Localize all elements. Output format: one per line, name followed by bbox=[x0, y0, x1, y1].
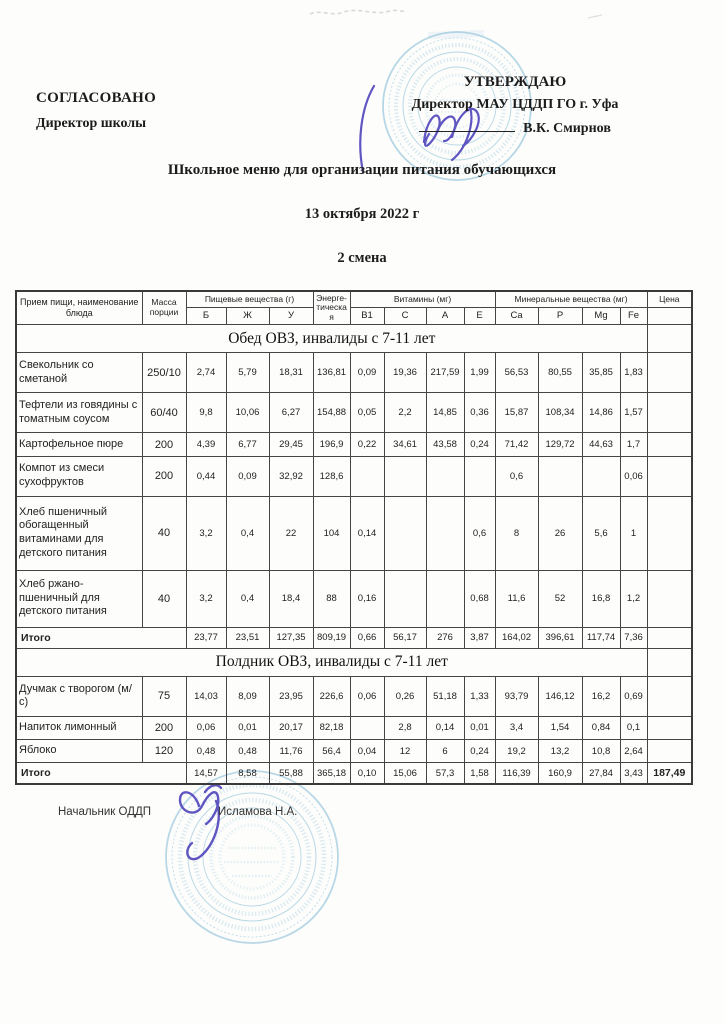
value-cell bbox=[464, 456, 495, 496]
col-header-energy: Энерге-тическая bbox=[313, 291, 350, 325]
header-row-groups bbox=[16, 291, 692, 307]
price-cell bbox=[647, 496, 692, 570]
price-cell bbox=[647, 353, 692, 393]
value-cell: 0,24 bbox=[464, 740, 495, 763]
value-cell: 2,74 bbox=[186, 353, 226, 393]
value-cell: 20,17 bbox=[269, 716, 313, 739]
col-header-mass: Масса порции bbox=[142, 291, 186, 325]
document-title: Школьное меню для организации питания обучающихся bbox=[167, 162, 557, 178]
section-header-row bbox=[16, 325, 692, 353]
value-cell: 0,01 bbox=[226, 716, 269, 739]
value-cell bbox=[538, 456, 582, 496]
total-row bbox=[16, 627, 692, 648]
total-value-cell: 55,88 bbox=[269, 763, 313, 785]
value-cell: 104 bbox=[313, 496, 350, 570]
value-cell: 129,72 bbox=[538, 433, 582, 456]
total-value-cell: 117,74 bbox=[582, 627, 620, 648]
value-cell: 1,83 bbox=[620, 353, 647, 393]
dish-name-cell: Свекольник со сметаной bbox=[16, 353, 142, 393]
total-value-cell: 0,66 bbox=[350, 627, 384, 648]
value-cell: 0,69 bbox=[620, 676, 647, 716]
value-cell bbox=[350, 716, 384, 739]
total-value-cell: 276 bbox=[426, 627, 464, 648]
value-cell: 0,06 bbox=[350, 676, 384, 716]
value-cell: 217,59 bbox=[426, 353, 464, 393]
value-cell: 0,4 bbox=[226, 570, 269, 627]
value-cell: 6 bbox=[426, 740, 464, 763]
scan-artifacts bbox=[0, 0, 724, 60]
value-cell: 10,8 bbox=[582, 740, 620, 763]
mass-cell: 200 bbox=[142, 433, 186, 456]
value-cell: 14,86 bbox=[582, 393, 620, 433]
approved-name-line bbox=[360, 118, 670, 140]
value-cell bbox=[350, 456, 384, 496]
value-cell: 0,6 bbox=[464, 496, 495, 570]
value-cell: 35,85 bbox=[582, 353, 620, 393]
col-header-price: Цена bbox=[647, 291, 692, 307]
value-cell: 0,24 bbox=[464, 433, 495, 456]
col-header-a: А bbox=[426, 307, 464, 324]
approved-block bbox=[360, 70, 670, 141]
section-title: Обед ОВЗ, инвалиды с 7-11 лет bbox=[16, 325, 647, 353]
value-cell: 4,39 bbox=[186, 433, 226, 456]
agreed-title: СОГЛАСОВАНО bbox=[36, 90, 157, 106]
value-cell: 34,61 bbox=[384, 433, 426, 456]
total-value-cell: 116,39 bbox=[495, 763, 538, 785]
value-cell: 3,2 bbox=[186, 496, 226, 570]
value-cell: 1,57 bbox=[620, 393, 647, 433]
menu-table bbox=[15, 290, 693, 785]
value-cell: 196,9 bbox=[313, 433, 350, 456]
value-cell: 0,68 bbox=[464, 570, 495, 627]
value-cell: 128,6 bbox=[313, 456, 350, 496]
value-cell: 3,4 bbox=[495, 716, 538, 739]
value-cell: 0,09 bbox=[226, 456, 269, 496]
value-cell: 51,18 bbox=[426, 676, 464, 716]
col-header-protein: Б bbox=[186, 307, 226, 324]
total-value-cell: 3,87 bbox=[464, 627, 495, 648]
value-cell: 71,42 bbox=[495, 433, 538, 456]
value-cell: 108,34 bbox=[538, 393, 582, 433]
total-value-cell: 23,51 bbox=[226, 627, 269, 648]
value-cell: 0,1 bbox=[620, 716, 647, 739]
value-cell: 6,77 bbox=[226, 433, 269, 456]
value-cell: 0,26 bbox=[384, 676, 426, 716]
value-cell: 12 bbox=[384, 740, 426, 763]
total-price-cell bbox=[647, 627, 692, 648]
mass-cell: 120 bbox=[142, 740, 186, 763]
col-header-ca: Ca bbox=[495, 307, 538, 324]
col-header-fe: Fe bbox=[620, 307, 647, 324]
value-cell: 44,63 bbox=[582, 433, 620, 456]
value-cell: 5,6 bbox=[582, 496, 620, 570]
total-value-cell: 396,61 bbox=[538, 627, 582, 648]
total-value-cell: 27,84 bbox=[582, 763, 620, 785]
mass-cell: 75 bbox=[142, 676, 186, 716]
value-cell: 56,4 bbox=[313, 740, 350, 763]
price-cell bbox=[647, 716, 692, 739]
total-value-cell: 3,43 bbox=[620, 763, 647, 785]
dish-row bbox=[16, 740, 692, 763]
chief-signature bbox=[180, 785, 221, 859]
total-value-cell: 809,19 bbox=[313, 627, 350, 648]
price-cell bbox=[647, 456, 692, 496]
dish-name-cell: Напиток лимонный bbox=[16, 716, 142, 739]
value-cell: 23,95 bbox=[269, 676, 313, 716]
total-value-cell: 127,35 bbox=[269, 627, 313, 648]
value-cell bbox=[384, 496, 426, 570]
price-cell bbox=[647, 393, 692, 433]
value-cell bbox=[426, 570, 464, 627]
value-cell: 0,01 bbox=[464, 716, 495, 739]
price-cell bbox=[647, 570, 692, 627]
value-cell: 1,99 bbox=[464, 353, 495, 393]
value-cell: 14,85 bbox=[426, 393, 464, 433]
dish-row bbox=[16, 496, 692, 570]
value-cell: 1,7 bbox=[620, 433, 647, 456]
total-value-cell: 15,06 bbox=[384, 763, 426, 785]
dish-name-cell: Яблоко bbox=[16, 740, 142, 763]
value-cell: 18,31 bbox=[269, 353, 313, 393]
dish-name-cell: Дучмак с творогом (м/с) bbox=[16, 676, 142, 716]
value-cell: 80,55 bbox=[538, 353, 582, 393]
dish-row bbox=[16, 353, 692, 393]
total-value-cell: 1,58 bbox=[464, 763, 495, 785]
dish-row bbox=[16, 676, 692, 716]
value-cell: 1 bbox=[620, 496, 647, 570]
dish-name-cell: Тефтели из говядины с томатным соусом bbox=[16, 393, 142, 433]
value-cell: 18,4 bbox=[269, 570, 313, 627]
value-cell: 0,06 bbox=[620, 456, 647, 496]
value-cell: 2,8 bbox=[384, 716, 426, 739]
value-cell: 52 bbox=[538, 570, 582, 627]
approved-name: В.К. Смирнов bbox=[523, 121, 611, 137]
total-value-cell: 0,10 bbox=[350, 763, 384, 785]
total-value-cell: 14,57 bbox=[186, 763, 226, 785]
price-cell bbox=[647, 740, 692, 763]
total-value-cell: 160,9 bbox=[538, 763, 582, 785]
total-value-cell: 56,17 bbox=[384, 627, 426, 648]
value-cell: 2,2 bbox=[384, 393, 426, 433]
value-cell: 1,2 bbox=[620, 570, 647, 627]
footer-name: Исламова Н.А. bbox=[218, 806, 298, 818]
value-cell: 0,16 bbox=[350, 570, 384, 627]
total-value-cell: 8,58 bbox=[226, 763, 269, 785]
value-cell: 0,44 bbox=[186, 456, 226, 496]
total-row bbox=[16, 763, 692, 785]
value-cell: 9,8 bbox=[186, 393, 226, 433]
value-cell: 8 bbox=[495, 496, 538, 570]
value-cell: 11,76 bbox=[269, 740, 313, 763]
col-header-fat: Ж bbox=[226, 307, 269, 324]
mass-cell: 40 bbox=[142, 570, 186, 627]
col-header-c: С bbox=[384, 307, 426, 324]
total-value-cell: 57,3 bbox=[426, 763, 464, 785]
value-cell: 8,09 bbox=[226, 676, 269, 716]
mass-cell: 40 bbox=[142, 496, 186, 570]
value-cell: 0,14 bbox=[426, 716, 464, 739]
col-group-minerals: Минеральные вещества (мг) bbox=[495, 291, 647, 307]
signature-line bbox=[419, 119, 515, 132]
value-cell: 0,04 bbox=[350, 740, 384, 763]
total-value-cell: 164,02 bbox=[495, 627, 538, 648]
value-cell: 0,06 bbox=[186, 716, 226, 739]
value-cell: 19,2 bbox=[495, 740, 538, 763]
total-price-cell: 187,49 bbox=[647, 763, 692, 785]
value-cell: 0,4 bbox=[226, 496, 269, 570]
price-cell bbox=[647, 325, 692, 353]
price-cell bbox=[647, 648, 692, 676]
total-value-cell: 365,18 bbox=[313, 763, 350, 785]
value-cell: 56,53 bbox=[495, 353, 538, 393]
value-cell bbox=[426, 456, 464, 496]
value-cell: 43,58 bbox=[426, 433, 464, 456]
section-header-row bbox=[16, 648, 692, 676]
mass-cell: 250/10 bbox=[142, 353, 186, 393]
value-cell: 10,06 bbox=[226, 393, 269, 433]
price-cell bbox=[647, 433, 692, 456]
dish-row bbox=[16, 433, 692, 456]
value-cell: 13,2 bbox=[538, 740, 582, 763]
value-cell: 32,92 bbox=[269, 456, 313, 496]
total-label: Итого bbox=[16, 763, 186, 785]
value-cell: 19,36 bbox=[384, 353, 426, 393]
value-cell: 6,27 bbox=[269, 393, 313, 433]
value-cell: 0,36 bbox=[464, 393, 495, 433]
value-cell: 0,84 bbox=[582, 716, 620, 739]
col-header-e: Е bbox=[464, 307, 495, 324]
value-cell: 0,22 bbox=[350, 433, 384, 456]
dish-name-cell: Хлеб ржано-пшеничный для детского питания bbox=[16, 570, 142, 627]
value-cell: 11,6 bbox=[495, 570, 538, 627]
value-cell: 5,79 bbox=[226, 353, 269, 393]
value-cell bbox=[384, 456, 426, 496]
value-cell bbox=[426, 496, 464, 570]
value-cell bbox=[384, 570, 426, 627]
value-cell: 29,45 bbox=[269, 433, 313, 456]
value-cell bbox=[582, 456, 620, 496]
document-date: 13 октября 2022 г bbox=[304, 206, 420, 222]
value-cell: 22 bbox=[269, 496, 313, 570]
dish-row bbox=[16, 456, 692, 496]
value-cell: 0,05 bbox=[350, 393, 384, 433]
col-header-b1: В1 bbox=[350, 307, 384, 324]
shift-label: 2 смена bbox=[337, 250, 387, 266]
dish-name-cell: Картофельное пюре bbox=[16, 433, 142, 456]
value-cell: 82,18 bbox=[313, 716, 350, 739]
col-header-carbs: У bbox=[269, 307, 313, 324]
value-cell: 0,09 bbox=[350, 353, 384, 393]
agreed-subtitle: Директор школы bbox=[36, 115, 147, 131]
approved-title: УТВЕРЖДАЮ bbox=[463, 74, 567, 90]
col-header-price-empty bbox=[647, 307, 692, 324]
dish-name-cell: Хлеб пшеничный обогащенный витаминами для детского питания bbox=[16, 496, 142, 570]
value-cell: 0,48 bbox=[226, 740, 269, 763]
value-cell: 1,54 bbox=[538, 716, 582, 739]
total-label: Итого bbox=[16, 627, 186, 648]
value-cell: 0,14 bbox=[350, 496, 384, 570]
col-group-nutrients: Пищевые вещества (г) bbox=[186, 291, 313, 307]
value-cell: 146,12 bbox=[538, 676, 582, 716]
approved-line2: Директор МАУ ЦДДП ГО г. Уфа bbox=[411, 97, 619, 112]
value-cell: 0,6 bbox=[495, 456, 538, 496]
value-cell: 26 bbox=[538, 496, 582, 570]
value-cell: 16,8 bbox=[582, 570, 620, 627]
mass-cell: 200 bbox=[142, 716, 186, 739]
col-group-vitamins: Витамины (мг) bbox=[350, 291, 495, 307]
value-cell: 226,6 bbox=[313, 676, 350, 716]
price-cell bbox=[647, 676, 692, 716]
agreed-block bbox=[36, 86, 156, 135]
value-cell: 0,48 bbox=[186, 740, 226, 763]
total-value-cell: 7,36 bbox=[620, 627, 647, 648]
dish-row bbox=[16, 570, 692, 627]
value-cell: 15,87 bbox=[495, 393, 538, 433]
value-cell: 1,33 bbox=[464, 676, 495, 716]
footer-role: Начальник ОДДП bbox=[58, 806, 152, 818]
dish-name-cell: Компот из смеси сухофруктов bbox=[16, 456, 142, 496]
section-title: Полдник ОВЗ, инвалиды с 7-11 лет bbox=[16, 648, 647, 676]
value-cell: 136,81 bbox=[313, 353, 350, 393]
mass-cell: 60/40 bbox=[142, 393, 186, 433]
col-header-dish: Прием пищи, наименование блюда bbox=[16, 291, 142, 325]
dish-row bbox=[16, 716, 692, 739]
value-cell: 154,88 bbox=[313, 393, 350, 433]
value-cell: 2,64 bbox=[620, 740, 647, 763]
col-header-mg: Mg bbox=[582, 307, 620, 324]
total-value-cell: 23,77 bbox=[186, 627, 226, 648]
value-cell: 88 bbox=[313, 570, 350, 627]
dish-row bbox=[16, 393, 692, 433]
mass-cell: 200 bbox=[142, 456, 186, 496]
value-cell: 14,03 bbox=[186, 676, 226, 716]
col-header-p: P bbox=[538, 307, 582, 324]
value-cell: 16,2 bbox=[582, 676, 620, 716]
value-cell: 93,79 bbox=[495, 676, 538, 716]
value-cell: 3,2 bbox=[186, 570, 226, 627]
